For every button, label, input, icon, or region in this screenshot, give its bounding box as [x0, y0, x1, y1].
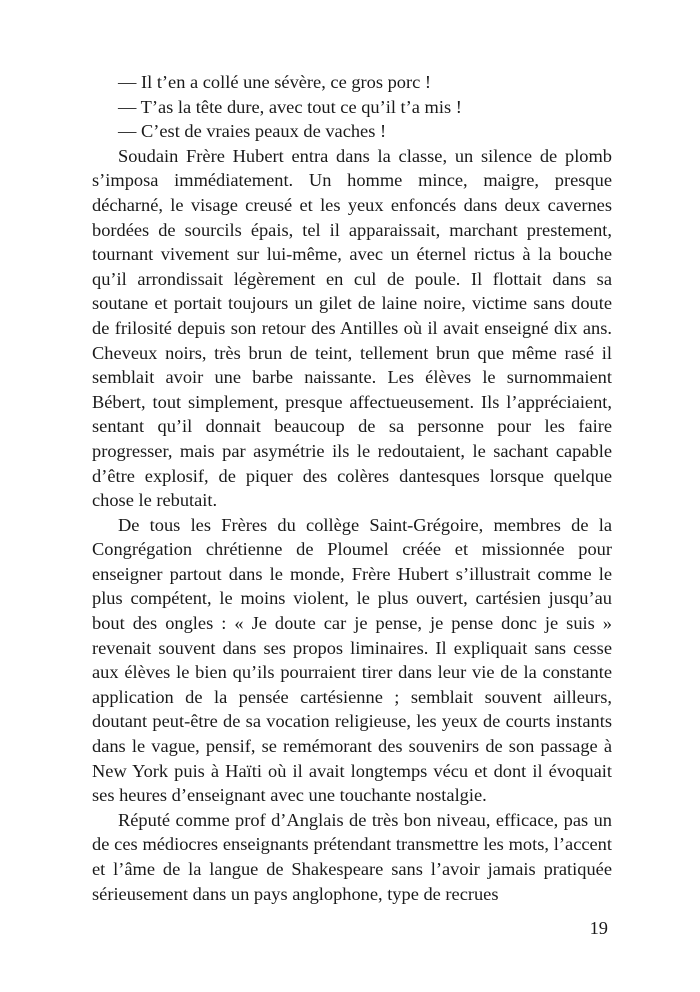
paragraph: Réputé comme prof d’Anglais de très bon niveau, efficace, pas un de ces médiocres enseignants prétendant transmettre les mots, l’accent et l’âme de la langue de Shakespeare sans l’avoir jamais pratiquée sérieusement dans un pays anglophone, type de recrues [92, 809, 612, 904]
paragraph: De tous les Frères du collège Saint-Grégoire, membres de la Congrégation chrétienne de Ploumel créée et missionnée pour enseigner partout dans le monde, Frère Hubert s’illustrait comme le plus compétent, le moins violent, le plus ouvert, cartésien jusqu’au bout des ongles : « Je doute car je pense, je pense donc je suis » revenait souvent dans ses propos liminaires. Il expliquait sans cesse aux élèves le bien qu’ils pourraient tirer dans leur vie de la constante application de la pensée cartésienne ; semblait souvent ailleurs, doutant peut-être de sa vocation religieuse, les yeux de courts instants dans le vague, pensif, se remémorant des souvenirs de son passage à New York puis à Haïti où il avait longtemps vécu et dont il évoquait ses heures d’enseignant avec une touchante nostalgie. [92, 514, 612, 806]
page-number: 19 [589, 918, 608, 938]
dialogue-line: — T’as la tête dure, avec tout ce qu’il t’a mis ! [118, 96, 462, 117]
paragraph: Soudain Frère Hubert entra dans la classe, un silence de plomb s’imposa immédiatement. Un homme mince, maigre, presque décharné, le visage creusé et les yeux enfoncés dans deux cavernes bordées de sourcils épais, tel il apparaissait, marchant prestement, tournant vivement sur lui-même, avec un éternel rictus à la bouche qu’il arrondissait légèrement en cul de poule. Il flottait dans sa soutane et portait toujours un gilet de laine noire, victime sans doute de frilosité depuis son retour des Antilles où il avait enseigné dix ans. Cheveux noirs, très brun de teint, tellement brun que même rasé il semblait avoir une barbe naissante. Les élèves le surnommaient Bébert, tout simplement, presque affectueusement. Ils l’appréciaient, sentant qu’il donnait beaucoup de sa personne pour les faire progresser, mais par asymétrie ils le redoutaient, le sachant capable d’être explosif, de piquer des colères dantesques lorsque quelque chose le rebutait. [92, 145, 612, 511]
page-body [92, 70, 612, 906]
dialogue-line: — Il t’en a collé une sévère, ce gros porc ! [118, 72, 432, 92]
dialogue-line: — C’est de vraies peaux de vaches ! [118, 121, 387, 142]
